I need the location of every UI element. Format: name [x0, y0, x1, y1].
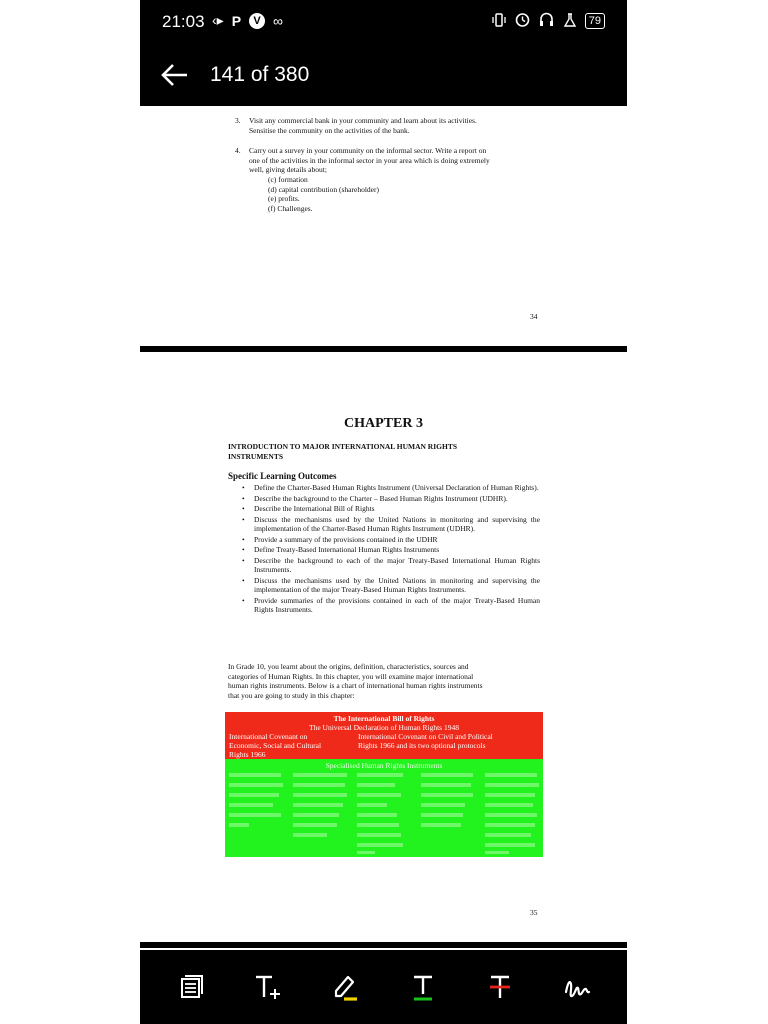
annotation-toolbar: [140, 950, 627, 1024]
list-item: • Define Treaty-Based International Human Rights Instruments: [228, 545, 540, 555]
battery-icon: 79: [585, 13, 605, 29]
outcomes-list: [228, 483, 540, 616]
page-number: 34: [530, 312, 538, 321]
infinity-icon: ∞: [273, 12, 284, 29]
v-app-icon: V: [249, 13, 265, 29]
list-item: • Define the Charter-Based Human Rights Instrument (Universal Declaration of Human Rights).: [228, 483, 540, 493]
text-line: Sensitise the community on the activities of the bank.: [249, 125, 410, 135]
page-counter: 141 of 380: [210, 63, 310, 86]
list-item: • Discuss the mechanisms used by the United Nations in monitoring and supervising the implementation of the Charter-Based Human Rights Instrument (UDHR).: [228, 515, 540, 534]
list-item: • Describe the background to the Charter – Based Human Rights Instrument (UDHR).: [228, 494, 540, 504]
text-line: Rights 1966 and its two optional protocols: [358, 741, 486, 750]
text-line: Economic, Social and Cultural: [229, 741, 322, 750]
phone-screen: [140, 0, 627, 1024]
heading-line: INTRODUCTION TO MAJOR INTERNATIONAL HUMAN RIGHTS: [228, 442, 457, 451]
list-item: • Provide summaries of the provisions contained in each of the major Treaty-Based Human Rights Instruments.: [228, 596, 540, 615]
chapter-heading: [228, 442, 457, 461]
vibrate-icon: [491, 12, 507, 31]
app-bar: [140, 46, 627, 106]
icescr-label: [229, 732, 354, 759]
text-line: In Grade 10, you learnt about the origins, definition, characteristics, sources and: [228, 662, 469, 671]
text-line: one of the activities in the informal sector in your area which is doing extremely: [249, 155, 490, 165]
specialised-heading: Specialised Human Rights Instruments: [325, 761, 443, 770]
document-page-34: [140, 106, 627, 346]
headset-icon: [538, 11, 555, 31]
outcomes-heading: Specific Learning Outcomes: [228, 471, 337, 481]
sub-item: (f) Challenges.: [268, 203, 313, 213]
parking-p-icon: P: [231, 12, 242, 29]
text-line: categories of Human Rights. In this chapter, you will examine major international: [228, 671, 474, 681]
clock: 21:03: [162, 12, 205, 31]
text-line: human rights instruments. Below is a chart of international human rights instruments: [228, 681, 483, 690]
media-icon: ‹▸: [212, 12, 224, 28]
text-line: well, giving details about;: [249, 165, 327, 174]
status-bar: [140, 0, 627, 46]
intro-paragraph: [228, 662, 540, 700]
lab-flask-icon: [562, 12, 578, 31]
list-item: [249, 146, 544, 175]
list-item: [249, 116, 539, 135]
illegible-text-columns: [225, 771, 543, 855]
system-icons: [491, 11, 605, 31]
list-item: • Discuss the mechanisms used by the United Nations in monitoring and supervising the implementation of the major Treaty-Based Human Rights Instruments.: [228, 576, 540, 595]
list-item: • Describe the background to each of the major Treaty-Based International Human Rights Instruments.: [228, 556, 540, 575]
text-line: International Covenant on: [229, 732, 308, 741]
sub-item: (e) profits.: [268, 194, 300, 203]
sub-list: [268, 175, 379, 213]
list-item: • Describe the International Bill of Rights: [228, 504, 540, 514]
document-page-35: [140, 352, 627, 942]
chart-title: The International Bill of Rights: [333, 714, 435, 723]
text-line: Carry out a survey in your community on the informal sector. Write a report on: [249, 146, 487, 155]
heading-line: INSTRUMENTS: [228, 451, 284, 461]
sub-item: (c) formation: [268, 175, 308, 184]
highlight-icon[interactable]: [330, 972, 360, 1002]
page-divider: [140, 942, 627, 948]
list-number: 3.: [235, 116, 241, 125]
underline-icon[interactable]: [408, 972, 438, 1002]
text-line: that you are going to study in this chapter:: [228, 690, 355, 700]
signature-icon[interactable]: [562, 972, 592, 1002]
list-item: • Provide a summary of the provisions contained in the UDHR: [228, 535, 540, 545]
back-arrow-icon[interactable]: [160, 60, 190, 90]
text-line: Rights 1966: [229, 750, 266, 759]
chapter-title: CHAPTER 3: [344, 416, 423, 431]
specialised-instruments-block: [225, 759, 543, 857]
chart-subtitle: The Universal Declaration of Human Rights 1948: [309, 723, 459, 732]
text-line: Visit any commercial bank in your community and learn about its activities.: [249, 116, 477, 125]
page-number: 35: [530, 908, 538, 917]
strikethrough-icon[interactable]: [485, 972, 515, 1002]
text-line: International Covenant on Civil and Political: [358, 732, 493, 741]
iccpr-label: [358, 732, 540, 750]
sub-item: (d) capital contribution (shareholder): [268, 184, 379, 194]
bill-of-rights-block: [225, 712, 543, 759]
page-list-icon[interactable]: [175, 972, 205, 1002]
list-number: 4.: [235, 146, 241, 155]
add-text-icon[interactable]: [253, 972, 283, 1002]
instruments-chart: [225, 712, 543, 857]
alarm-icon: [514, 11, 531, 31]
notification-icons: [212, 12, 283, 29]
